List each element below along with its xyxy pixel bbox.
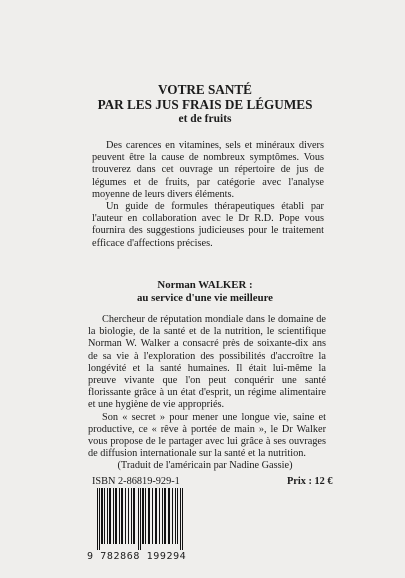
author-heading: Norman WALKER : (157, 279, 253, 291)
book-title (60, 82, 350, 127)
barcode-bar (164, 488, 166, 544)
barcode-bar (101, 488, 103, 544)
barcode-bar (104, 488, 105, 544)
barcode-bar (138, 488, 139, 550)
barcode (87, 488, 237, 566)
barcode-bar (145, 488, 146, 544)
bio-paragraph-1: Chercheur de réputation mondiale dans le domaine de la biologie, de la santé et de la nutrition, le scientifique Norman W. Walker a consacré près de soixante-dix ans de sa vie à l'exploration des possibilités d'accroître la longévité et la santé humaines. Il était lui-même la preuve vivante que l'on peut conquérir une santé florissante grâce à un état d'esprit, un régime alimentaire et une hygiène de vie appropriés. (88, 314, 326, 411)
barcode-bar (159, 488, 160, 544)
intro-paragraph-2: Un guide de formules thérapeutiques établi par l'auteur en collaboration avec le Dr R.D. Pope vous fournira des suggestions judicieuses pour le traitement efficace d'affections précises. (92, 201, 324, 249)
barcode-bar (99, 488, 100, 550)
intro-paragraph-1: Des carences en vitamines, sels et minéraux divers peuvent être la cause de nombreux symptômes. Vous trouverez dans cet ouvrage un répertoire de jus de légumes et de fruits, par catégorie avec l'analyse moyenne de leurs divers éléments. (92, 140, 324, 200)
isbn-number: ISBN 2-86819-929-1 (92, 476, 180, 487)
barcode-bar (131, 488, 132, 544)
barcode-bar (142, 488, 144, 544)
barcode-bar (175, 488, 176, 544)
title-line-1: VOTRE SANTÉ (158, 82, 252, 97)
barcode-bars (87, 488, 237, 550)
translation-credit: (Traduit de l'américain par Nadine Gassie) (117, 460, 293, 471)
barcode-bar (162, 488, 163, 544)
barcode-bar (121, 488, 123, 544)
bio-paragraph-2: Son « secret » pour mener une longue vie, saine et productive, ce « rêve à portée de main », le Dr Walker vous propose de le partager avec lui grâce à ses ouvrages de diffusion internationale sur la santé et la nutrition. (88, 411, 326, 460)
price-label: Prix : 12 € (287, 476, 333, 487)
barcode-bar (182, 488, 183, 550)
barcode-bar (155, 488, 157, 544)
author-bio (88, 314, 326, 460)
barcode-bar (113, 488, 114, 544)
barcode-bar (107, 488, 108, 544)
intro-text (92, 140, 324, 250)
barcode-bar (97, 488, 98, 550)
author-subheading: au service d'une vie meilleure (137, 292, 273, 304)
barcode-bar (119, 488, 120, 544)
barcode-bar (172, 488, 173, 544)
barcode-bar (109, 488, 111, 544)
barcode-bar (140, 488, 141, 550)
barcode-number: 9 782868 199294 (87, 551, 187, 562)
barcode-bar (115, 488, 117, 544)
barcode-bar (180, 488, 181, 550)
barcode-bar (177, 488, 178, 544)
barcode-bar (125, 488, 126, 544)
barcode-bar (168, 488, 170, 544)
title-line-2: PAR LES JUS FRAIS DE LÉGUMES (97, 97, 313, 112)
barcode-bar (128, 488, 129, 544)
author-heading-block (60, 279, 350, 305)
barcode-bar (133, 488, 135, 544)
barcode-bar (148, 488, 150, 544)
barcode-bar (152, 488, 153, 544)
title-line-3: et de fruits (178, 113, 232, 125)
